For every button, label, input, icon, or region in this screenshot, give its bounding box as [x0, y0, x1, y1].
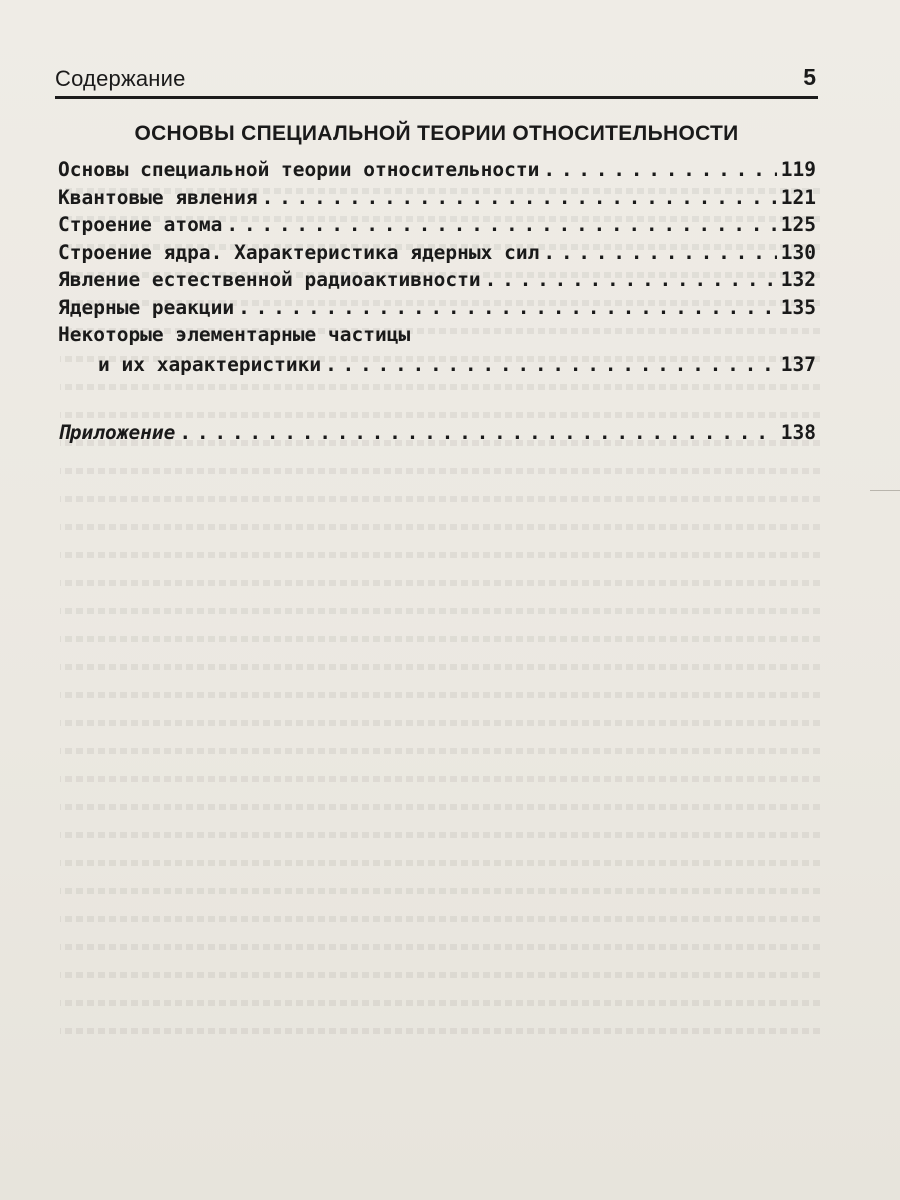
toc-entry-page: 132 [780, 268, 816, 291]
dot-leader [485, 268, 777, 291]
dot-leader [325, 353, 777, 376]
toc-entry[interactable] [58, 323, 816, 353]
toc-entry-label: Некоторые элементарные частицы [58, 323, 411, 346]
toc-entry[interactable] [58, 186, 816, 214]
dot-leader [226, 213, 776, 236]
section-heading: ОСНОВЫ СПЕЦИАЛЬНОЙ ТЕОРИИ ОТНОСИТЕЛЬНОСТИ [134, 122, 739, 145]
toc-entry-page: 135 [780, 295, 816, 319]
toc-entry-label: Строение ядра. Характеристика ядерных сил [58, 240, 540, 264]
toc-entry[interactable] [58, 241, 816, 269]
spacer [58, 381, 816, 421]
toc-entry-label-continuation: и их характеристики [98, 353, 322, 376]
toc-entry-label: Ядерные реакции [58, 295, 235, 319]
dot-leader [543, 158, 776, 181]
toc-entry[interactable] [58, 158, 816, 186]
toc-entry-label: Квантовые явления [58, 185, 258, 209]
toc-entry-label: Приложение [58, 420, 176, 444]
dot-leader [179, 421, 776, 444]
toc-entry-page: 125 [780, 213, 816, 236]
toc-entry-appendix[interactable] [58, 421, 816, 449]
running-header [55, 62, 818, 99]
running-header-title: Содержание [55, 66, 186, 91]
toc-entry-page: 138 [780, 420, 816, 444]
toc-entry-page: 137 [780, 353, 816, 376]
toc-entry-page: 119 [780, 158, 816, 181]
page-number: 5 [803, 64, 816, 90]
dot-leader [238, 296, 777, 319]
margin-mark [870, 490, 900, 491]
toc-entry-label: Явление естественной радиоактивности [58, 268, 481, 291]
toc-entry[interactable] [58, 296, 816, 324]
toc-entry-page: 121 [780, 185, 816, 209]
dot-leader [262, 186, 777, 209]
dot-leader [543, 241, 776, 264]
toc-entry[interactable] [58, 268, 816, 296]
toc-entry[interactable] [58, 213, 816, 241]
toc-entry-label: Основы специальной теории относительности [58, 158, 540, 181]
toc-entry-label: Строение атома [58, 213, 223, 236]
toc-entry-page: 130 [780, 240, 816, 264]
table-of-contents [58, 158, 816, 448]
toc-entry-continuation[interactable] [58, 353, 816, 381]
